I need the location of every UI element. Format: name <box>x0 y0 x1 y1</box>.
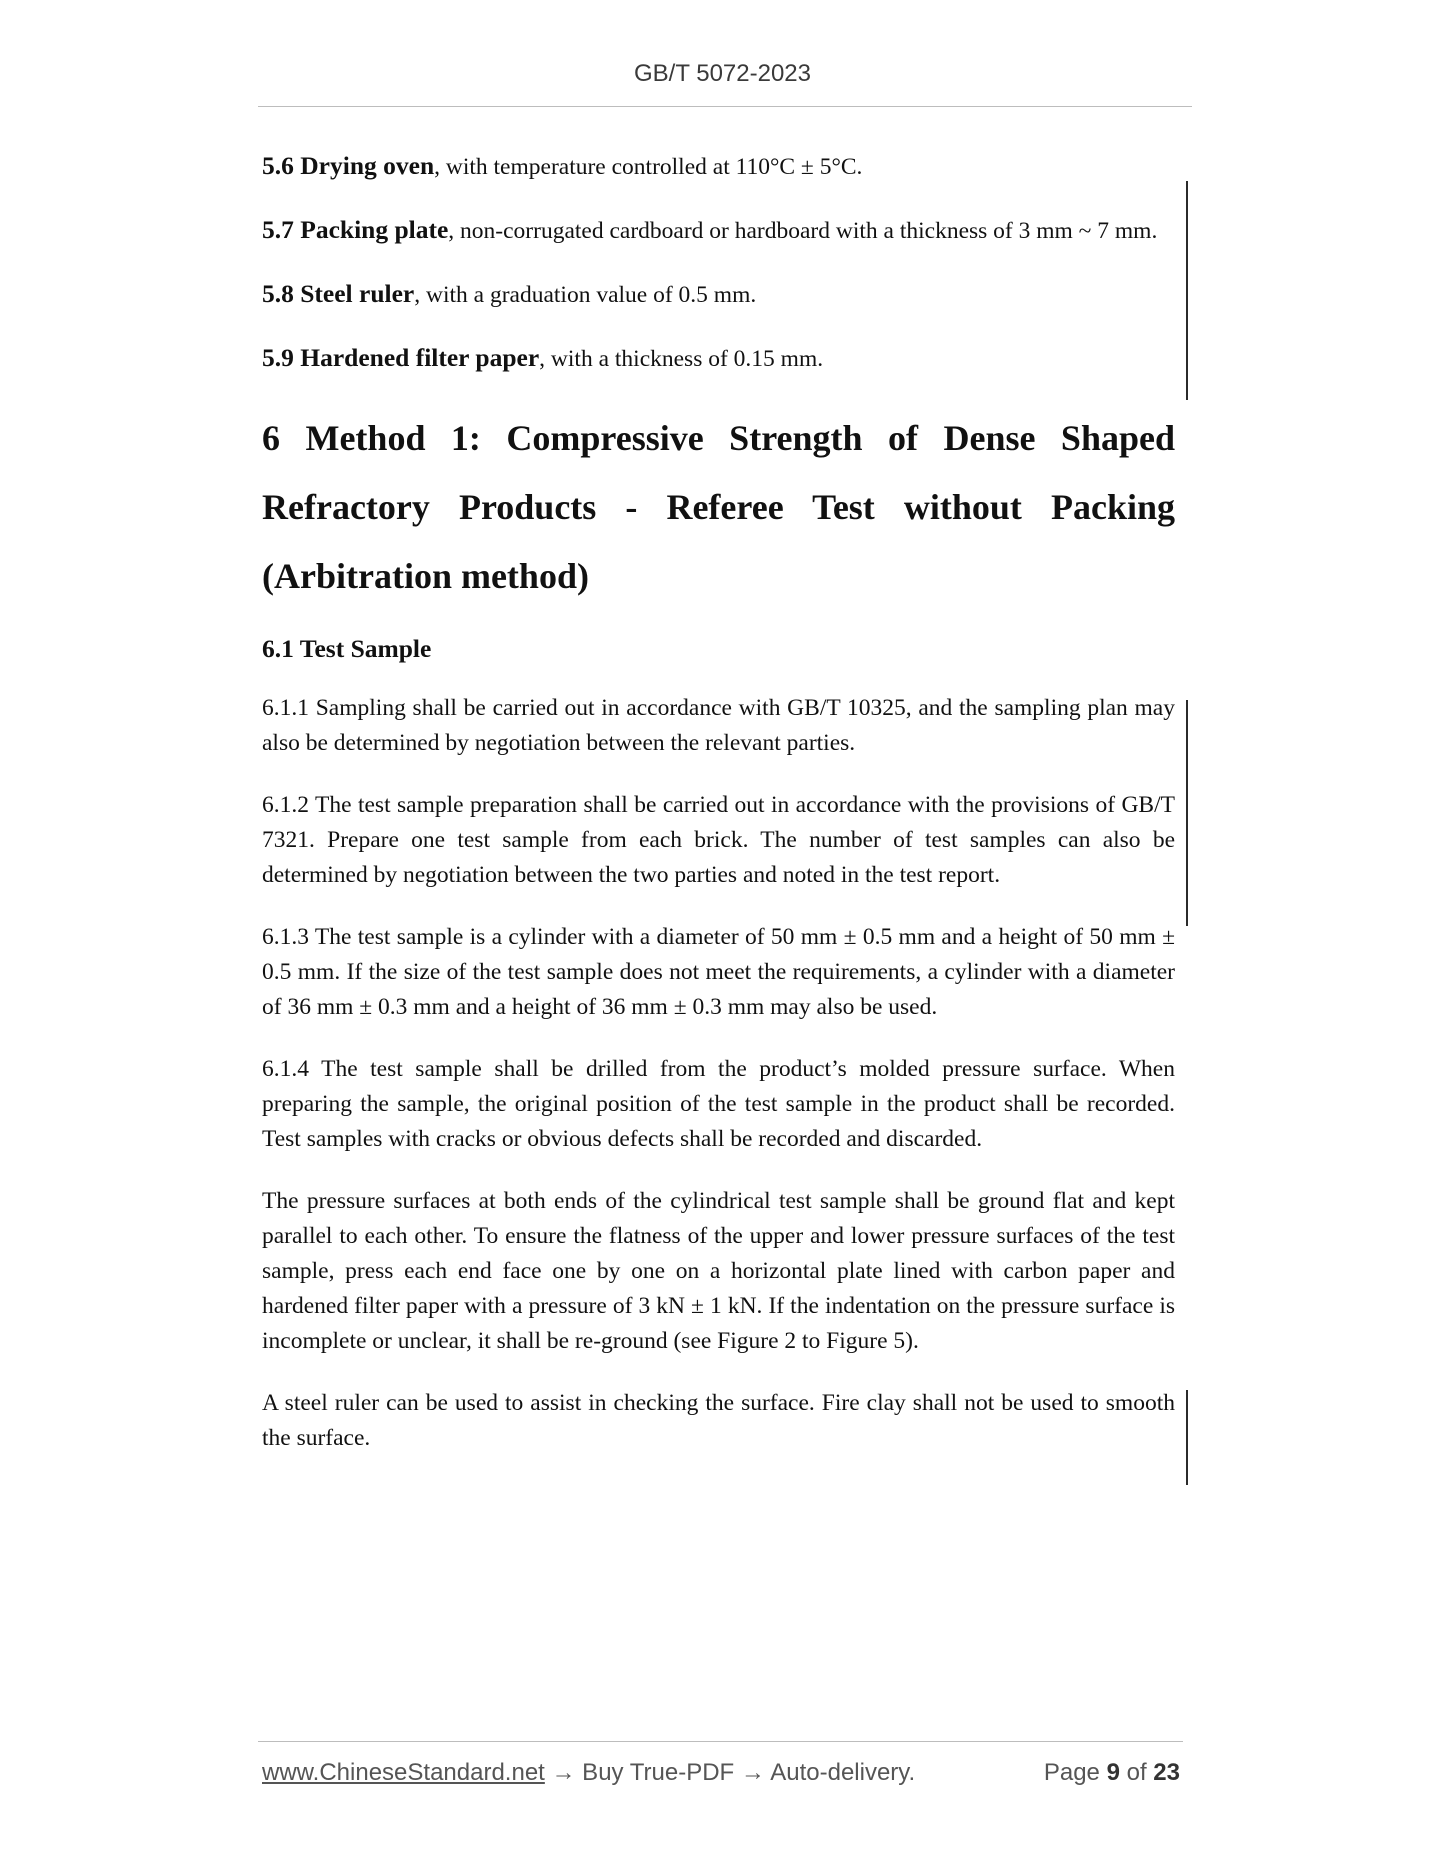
footer-divider <box>258 1741 1183 1742</box>
clause-6-1-2: 6.1.2 The test sample preparation shall be carried out in accordance with the provisions of GB/T 7321. Prepare one test sample from each brick. The number of test samples can also be determined by negotiation between the two parties and noted in the test report. <box>262 792 1175 888</box>
footer-promo <box>262 1756 915 1790</box>
clause-text: , non-corrugated cardboard or hardboard with a thickness of 3 mm ~ 7 mm. <box>448 218 1158 244</box>
current-page-number: 9 <box>1106 1759 1120 1786</box>
pressure-surface-paragraph: The pressure surfaces at both ends of the cylindrical test sample shall be ground flat and kept parallel to each other. To ensure the flatness of the upper and lower pressure surfaces of the test sample, press each end face one by one on a horizontal plate lined with carbon paper and hardened filter paper with a pressure of 3 kN ± 1 kN. If the indentation on the pressure surface is incomplete or unclear, it shall be re-ground (see Figure 2 to Figure 5). <box>262 1188 1175 1354</box>
footer-promo-text: → Buy True-PDF → Auto-delivery. <box>544 1759 916 1786</box>
total-pages-number: 23 <box>1153 1759 1180 1786</box>
clause-text: , with a graduation value of 0.5 mm. <box>414 282 757 308</box>
change-bar <box>1186 700 1188 926</box>
clause-6-1-4: 6.1.4 The test sample shall be drilled from the product’s molded pressure surface. When preparing the sample, the original position of the test sample in the product shall be recorded. Test samples with cracks or obvious defects shall be recorded and discarded. <box>262 1056 1175 1152</box>
document-body <box>262 148 1175 1483</box>
clause-title: 5.8 Steel ruler <box>262 279 415 308</box>
page-label: Page <box>1043 1759 1100 1786</box>
of-label: of <box>1126 1759 1147 1786</box>
chinesestandard-link[interactable]: www.ChineseStandard.net <box>262 1759 545 1786</box>
steel-ruler-paragraph: A steel ruler can be used to assist in checking the surface. Fire clay shall not be used to smooth the surface. <box>262 1390 1175 1451</box>
clause-6-1-3: 6.1.3 The test sample is a cylinder with a diameter of 50 mm ± 0.5 mm and a height of 50 mm ± 0.5 mm. If the size of the test sample does not meet the requirements, a cylinder with a diameter of 36 mm ± 0.3 mm and a height of 36 mm ± 0.3 mm may also be used. <box>262 924 1175 1020</box>
change-bar <box>1186 181 1188 400</box>
clause-title: 5.9 Hardened filter paper <box>262 343 540 372</box>
clause-title: 5.6 Drying oven <box>262 151 435 180</box>
clause-5-9 <box>262 340 1175 377</box>
clause-title: 5.7 Packing plate <box>262 215 449 244</box>
clause-5-8 <box>262 276 1175 313</box>
section-6-heading: 6 Method 1: Compressive Strength of Dense Shaped Refractory Products - Referee Test without Packing (Arbitration method) <box>262 418 1175 596</box>
clause-text: , with temperature controlled at 110°C ± 5°C. <box>434 154 863 180</box>
section-6-1-heading: 6.1 Test Sample <box>262 634 432 663</box>
clause-5-7 <box>262 212 1175 249</box>
clause-5-6 <box>262 148 1175 185</box>
clause-text: , with a thickness of 0.15 mm. <box>539 346 824 372</box>
header-divider <box>258 106 1192 107</box>
page-header-title: GB/T 5072-2023 <box>633 60 811 87</box>
page-counter <box>1044 1756 1180 1790</box>
change-bar <box>1186 1390 1188 1485</box>
clause-6-1-1: 6.1.1 Sampling shall be carried out in accordance with GB/T 10325, and the sampling plan may also be determined by negotiation between the relevant parties. <box>262 695 1175 756</box>
